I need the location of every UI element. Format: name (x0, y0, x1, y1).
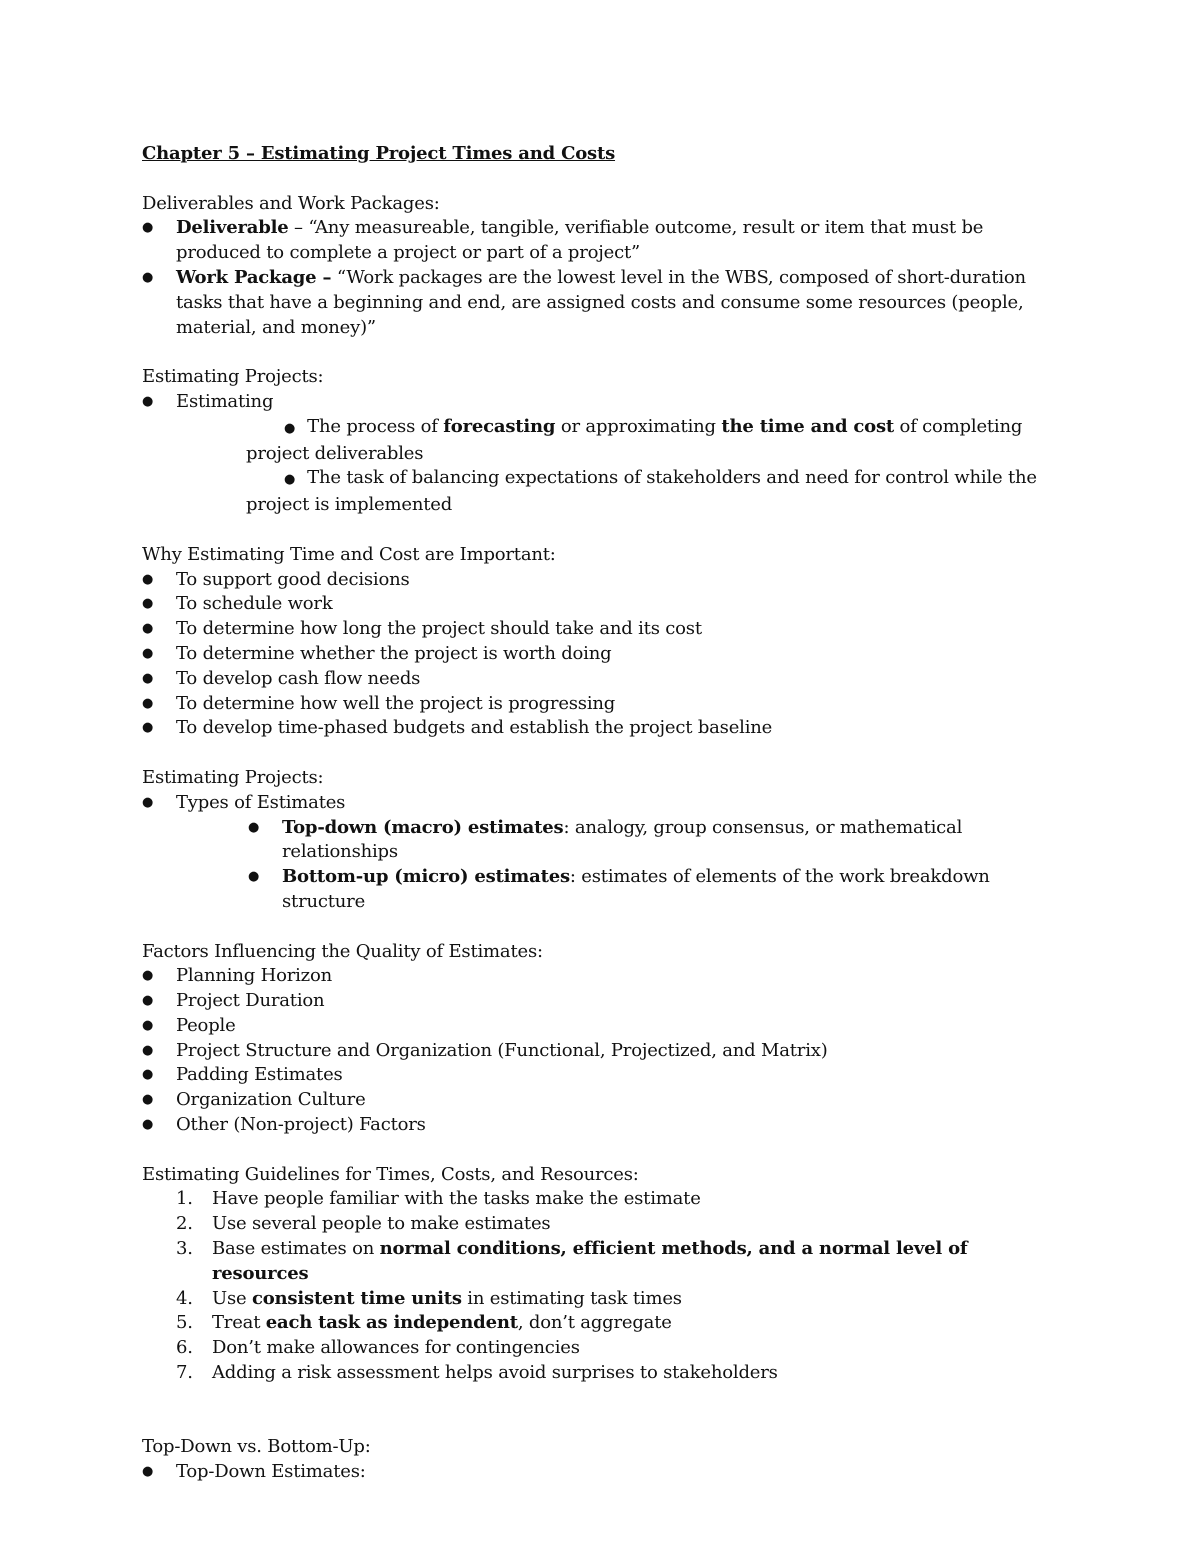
numbered-item (142, 1361, 1062, 1386)
list-item: ● To determine whether the project is worth doing (142, 642, 1062, 667)
item-number: 3. (176, 1238, 193, 1260)
item-number: 6. (176, 1337, 193, 1359)
term: Bottom-up (micro) estimates (282, 866, 570, 888)
item-number: 4. (176, 1287, 193, 1309)
section-factors (142, 940, 1062, 1138)
list-item: ● To determine how long the project should take and its cost (142, 617, 1062, 642)
list-item (142, 266, 1062, 340)
list-item: ● Types of Estimates (142, 791, 1062, 816)
section-heading: Factors Influencing the Quality of Estimates: (142, 940, 543, 962)
numbered-item (142, 1187, 1062, 1212)
item-number: 2. (176, 1213, 193, 1235)
bold-run: consistent time units (251, 1287, 462, 1309)
text-run: Use (212, 1287, 252, 1309)
text-run: Adding a risk assessment helps avoid surprises to stakeholders (212, 1362, 778, 1384)
item-number: 1. (176, 1188, 193, 1210)
term: Work Package – (176, 266, 332, 288)
text-run: Treat (212, 1312, 266, 1334)
numbered-item (142, 1287, 1062, 1312)
list-item: ● Other (Non-project) Factors (142, 1113, 1062, 1138)
sub-list-item (142, 415, 1062, 467)
text-run: Use several people to make estimates (212, 1213, 551, 1235)
list-item: ● To schedule work (142, 592, 1062, 617)
list-item: ● People (142, 1014, 1062, 1039)
bullet-list (142, 791, 1062, 816)
section-heading: Top-Down vs. Bottom-Up: (142, 1436, 371, 1458)
term: Top-down (macro) estimates (282, 816, 564, 838)
section-topdown (142, 1435, 1062, 1485)
text-run: Have people familiar with the tasks make the estimate (212, 1188, 701, 1210)
bullet-list (142, 216, 1062, 340)
numbered-item (142, 1336, 1062, 1361)
list-item: ● Organization Culture (142, 1088, 1062, 1113)
text-run: or approximating (555, 415, 722, 437)
section-why (142, 543, 1062, 741)
section-deliverables (142, 192, 1062, 341)
page-title: Chapter 5 – Estimating Project Times and Costs (142, 143, 616, 164)
definition: : analogy, group consensus, or mathematical relationships (282, 816, 963, 863)
list-item (142, 216, 1062, 266)
section-heading: Estimating Projects: (142, 366, 324, 388)
sub-list-item (142, 865, 1062, 915)
text-run: Don’t make allowances for contingencies (212, 1337, 580, 1359)
list-item: ● Padding Estimates (142, 1063, 1062, 1088)
bullet-list (142, 390, 1062, 415)
list-item: ● To determine how well the project is progressing (142, 692, 1062, 717)
section-estimating (142, 365, 1062, 518)
text-run: Base estimates on (212, 1238, 380, 1260)
text-run: in estimating task times (461, 1287, 682, 1309)
definition: : estimates of elements of the work breakdown structure (282, 866, 990, 912)
sub-list-item: ● The task of balancing expectations of stakeholders and need for control while the project is implemented (142, 466, 1062, 518)
bullet-list (142, 568, 1062, 742)
item-number: 5. (176, 1312, 193, 1334)
list-item: ● Planning Horizon (142, 964, 1062, 989)
numbered-list (142, 1187, 1062, 1385)
document-body (142, 142, 1062, 1485)
list-item: ● Project Duration (142, 989, 1062, 1014)
definition: “Work packages are the lowest level in the WBS, composed of short-duration tasks that have a beginning and end, are assigned costs and consume some resources (people, material, and money)” (176, 266, 1026, 338)
list-item: ● To develop time-phased budgets and establish the project baseline (142, 716, 1062, 741)
item-number: 7. (176, 1362, 193, 1384)
list-item: ● Project Structure and Organization (Functional, Projectized, and Matrix) (142, 1039, 1062, 1064)
bullet-list (142, 964, 1062, 1138)
section-heading: Estimating Projects: (142, 766, 324, 788)
sub-bullet-list (142, 415, 1062, 518)
list-item: ● To support good decisions (142, 568, 1062, 593)
section-guidelines (142, 1163, 1062, 1386)
text-run: The process of (307, 415, 444, 437)
text-run: , don’t aggregate (517, 1312, 672, 1334)
list-item: ● Estimating (142, 390, 1062, 415)
list-item: ● To develop cash flow needs (142, 667, 1062, 692)
bold-run: normal conditions, efficient methods, and a normal level of resources (212, 1238, 968, 1284)
term: Deliverable (176, 217, 289, 239)
list-item: ● Top-Down Estimates: (142, 1460, 1062, 1485)
section-heading: Estimating Guidelines for Times, Costs, and Resources: (142, 1163, 639, 1185)
section-heading: Why Estimating Time and Cost are Important: (142, 543, 556, 565)
numbered-item (142, 1311, 1062, 1336)
bold-run: the time and cost (721, 415, 895, 437)
sub-bullet-list (142, 816, 1062, 915)
numbered-item (142, 1237, 1062, 1287)
bold-run: each task as independent (265, 1312, 518, 1334)
bullet-list (142, 1460, 1062, 1485)
numbered-item (142, 1212, 1062, 1237)
sub-list-item (142, 816, 1062, 866)
bold-run: forecasting (443, 415, 556, 437)
definition: – “Any measureable, tangible, verifiable outcome, result or item that must be produced to complete a project or part of a project” (176, 217, 984, 264)
section-heading: Deliverables and Work Packages: (142, 192, 440, 214)
section-types (142, 766, 1062, 915)
text-run: of completing project deliverables (246, 415, 1023, 464)
